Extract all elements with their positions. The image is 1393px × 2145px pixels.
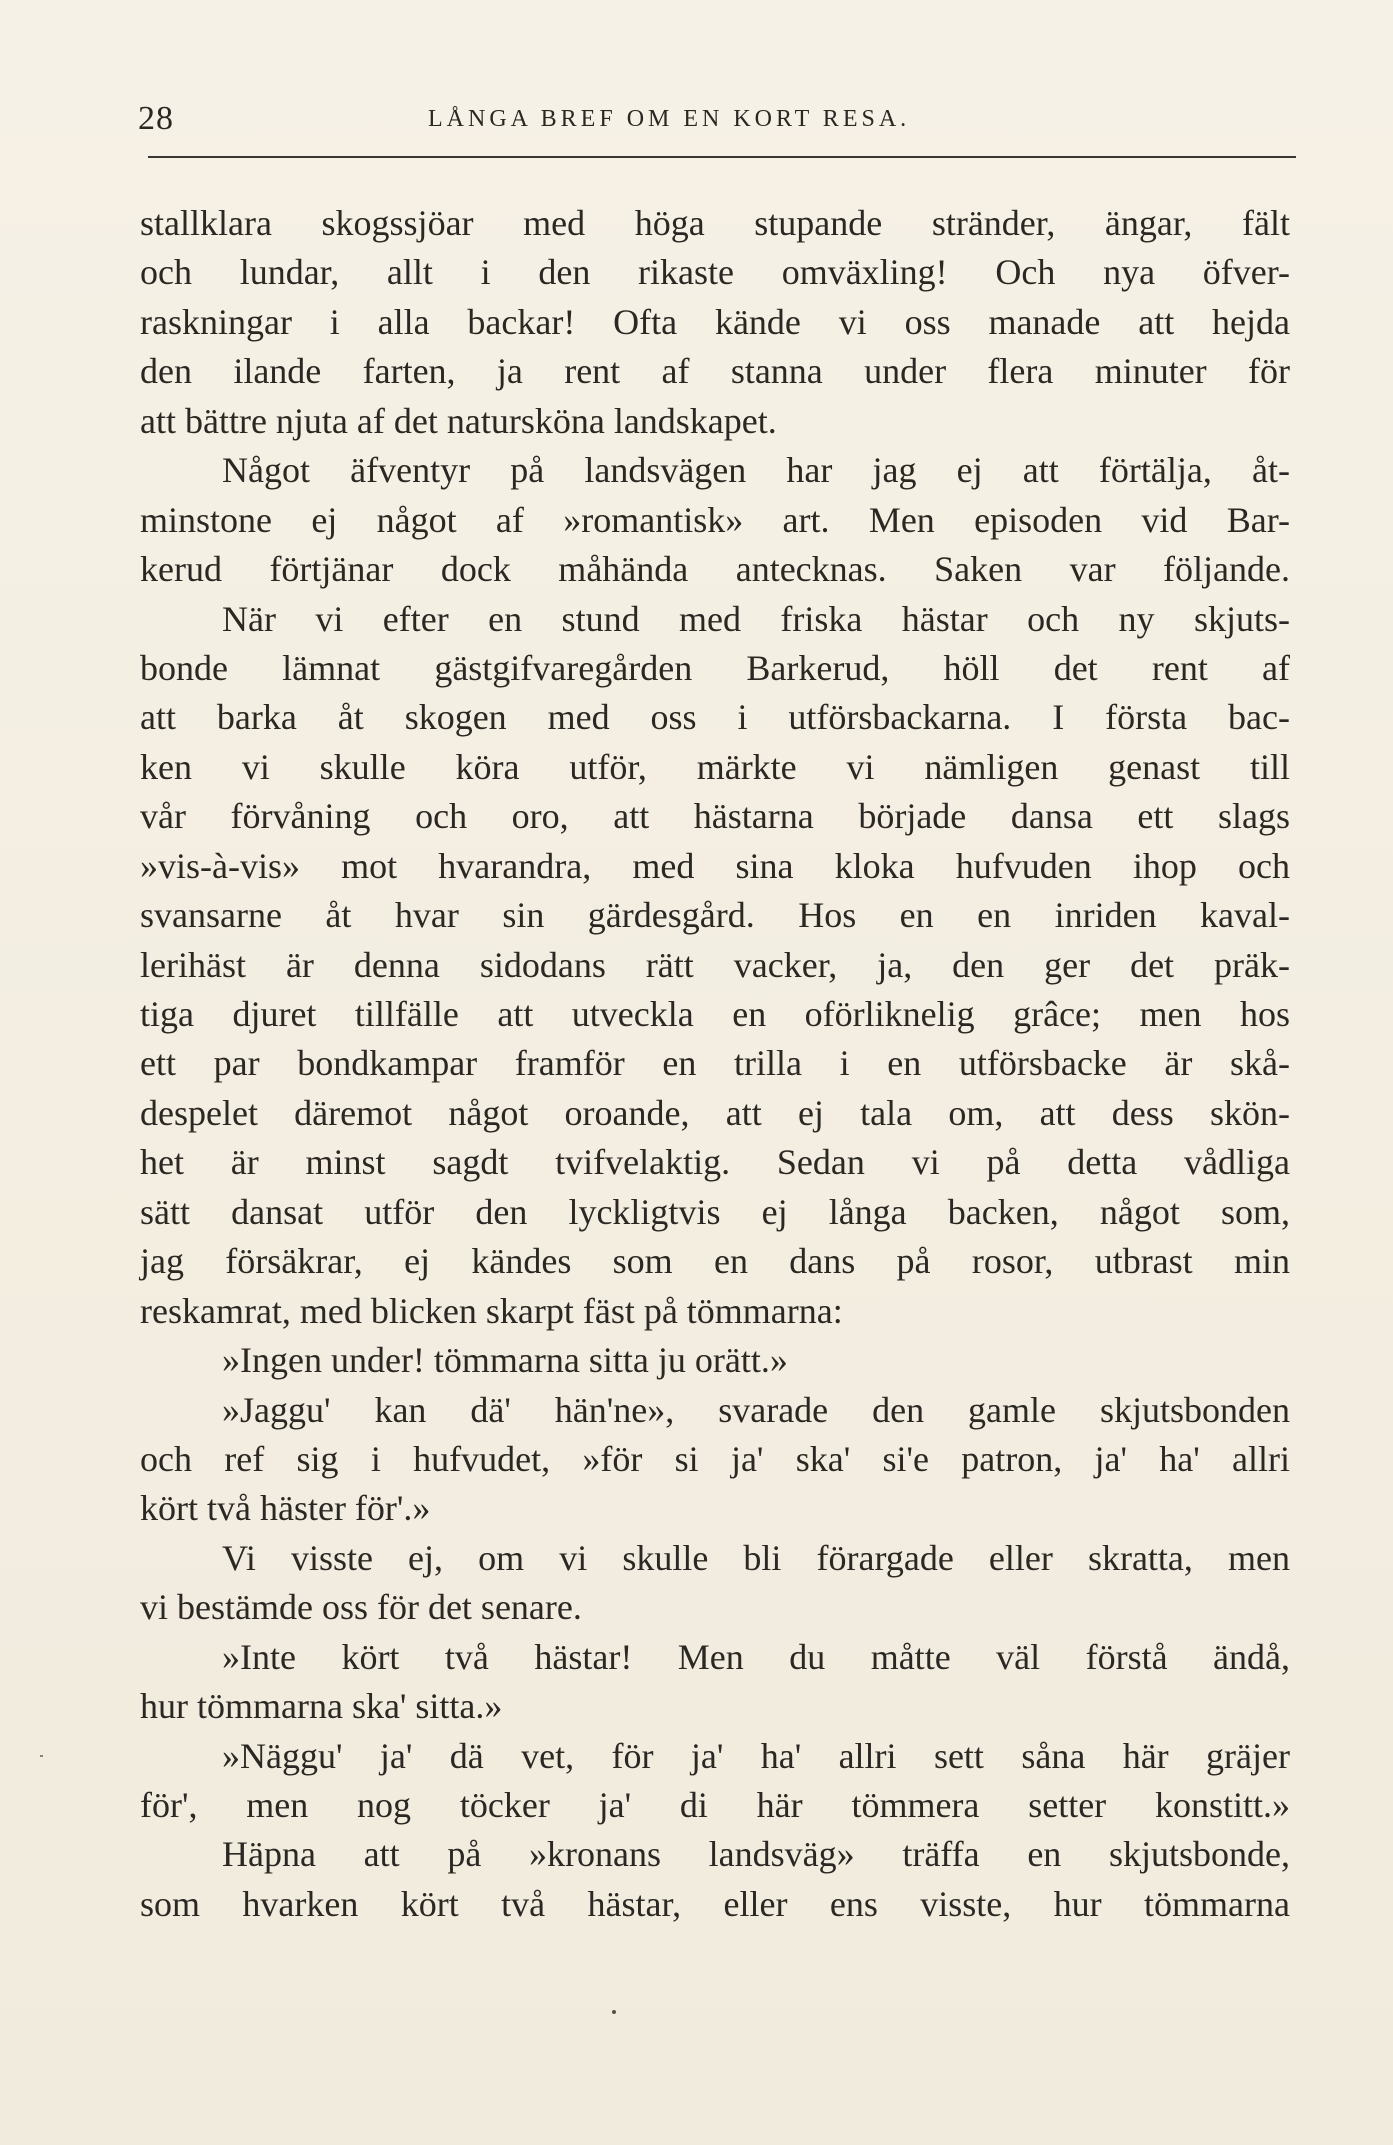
text-line: Något äfventyr på landsvägen har jag ej att förtälja, åt-: [222, 450, 1290, 491]
text-line: vår förvåning och oro, att hästarna började dansa ett slags: [140, 796, 1290, 837]
text-line: tiga djuret tillfälle att utveckla en oförliknelig grâce; men hos: [140, 994, 1290, 1034]
text-line: svansarne åt hvar sin gärdesgård. Hos en en inriden kaval-: [140, 895, 1290, 936]
text-line: sätt dansat utför den lyckligtvis ej långa backen, något som,: [140, 1191, 1290, 1232]
text-line: lerihäst är denna sidodans rätt vacker, ja, den ger det präk-: [140, 944, 1290, 985]
ink-speck: [612, 2010, 616, 2014]
text-line: ett par bondkampar framför en trilla i en utförsbacke är skå-: [140, 1043, 1290, 1084]
text-line: »Ingen under! tömmarna sitta ju orätt.»: [222, 1340, 788, 1381]
text-line: Vi visste ej, om vi skulle bli förargade eller skratta, men: [222, 1537, 1290, 1578]
text-line: bonde lämnat gästgifvaregården Barkerud, höll det rent af: [140, 647, 1290, 688]
text-line: minstone ej något af »romantisk» art. Men episoden vid Bar-: [140, 499, 1290, 540]
text-line: och lundar, allt i den rikaste omväxling! Och nya öfver-: [140, 252, 1290, 293]
text-line: despelet däremot något oroande, att ej tala om, att dess skön-: [140, 1092, 1290, 1133]
text-line: jag försäkrar, ej kändes som en dans på rosor, utbrast min: [140, 1241, 1290, 1282]
text-line: ken vi skulle köra utför, märkte vi nämligen genast till: [140, 746, 1290, 787]
text-line: raskningar i alla backar! Ofta kände vi oss manade att hejda: [140, 301, 1290, 342]
text-line: att bättre njuta af det natursköna landskapet.: [140, 400, 777, 441]
text-line: hur tömmarna ska' sitta.»: [140, 1686, 503, 1727]
text-line: kört två häster för'.»: [140, 1488, 431, 1529]
text-line: kerud förtjänar dock måhända antecknas. Saken var följande.: [140, 549, 1290, 590]
text-line: den ilande farten, ja rent af stanna under flera minuter för: [140, 351, 1290, 392]
text-line: »Inte kört två hästar! Men du måtte väl förstå ändå,: [222, 1636, 1290, 1677]
header-rule: [148, 156, 1296, 158]
text-line: Häpna att på »kronans landsväg» träffa en skjutsbonde,: [222, 1834, 1290, 1875]
text-line: vi bestämde oss för det senare.: [140, 1587, 582, 1628]
text-line: och ref sig i hufvudet, »för si ja' ska' si'e patron, ja' ha' allri: [140, 1438, 1290, 1479]
margin-mark: [40, 1755, 43, 1757]
text-line: »vis-à-vis» mot hvarandra, med sina kloka hufvuden ihop och: [140, 845, 1290, 886]
page-number: 28: [138, 100, 174, 137]
text-line: »Jaggu' kan dä' hän'ne», svarade den gamle skjutsbonden: [222, 1389, 1290, 1430]
page-header: [138, 100, 1298, 144]
running-head: LÅNGA BREF OM EN KORT RESA.: [428, 106, 911, 132]
text-line: När vi efter en stund med friska hästar och ny skjuts-: [222, 598, 1290, 639]
text-line: reskamrat, med blicken skarpt fäst på tömmarna:: [140, 1290, 843, 1331]
text-line: »Näggu' ja' dä vet, för ja' ha' allri sett såna här gräjer: [222, 1735, 1290, 1776]
text-line: för', men nog töcker ja' di här tömmera setter konstitt.»: [140, 1785, 1290, 1825]
text-line: het är minst sagdt tvifvelaktig. Sedan vi på detta vådliga: [140, 1142, 1290, 1183]
body-text: [140, 199, 1290, 1929]
text-line: som hvarken kört två hästar, eller ens visste, hur tömmarna: [140, 1883, 1290, 1924]
text-line: stallklara skogssjöar med höga stupande stränder, ängar, fält: [140, 203, 1290, 243]
text-line: att barka åt skogen med oss i utförsbackarna. I första bac-: [140, 697, 1290, 738]
